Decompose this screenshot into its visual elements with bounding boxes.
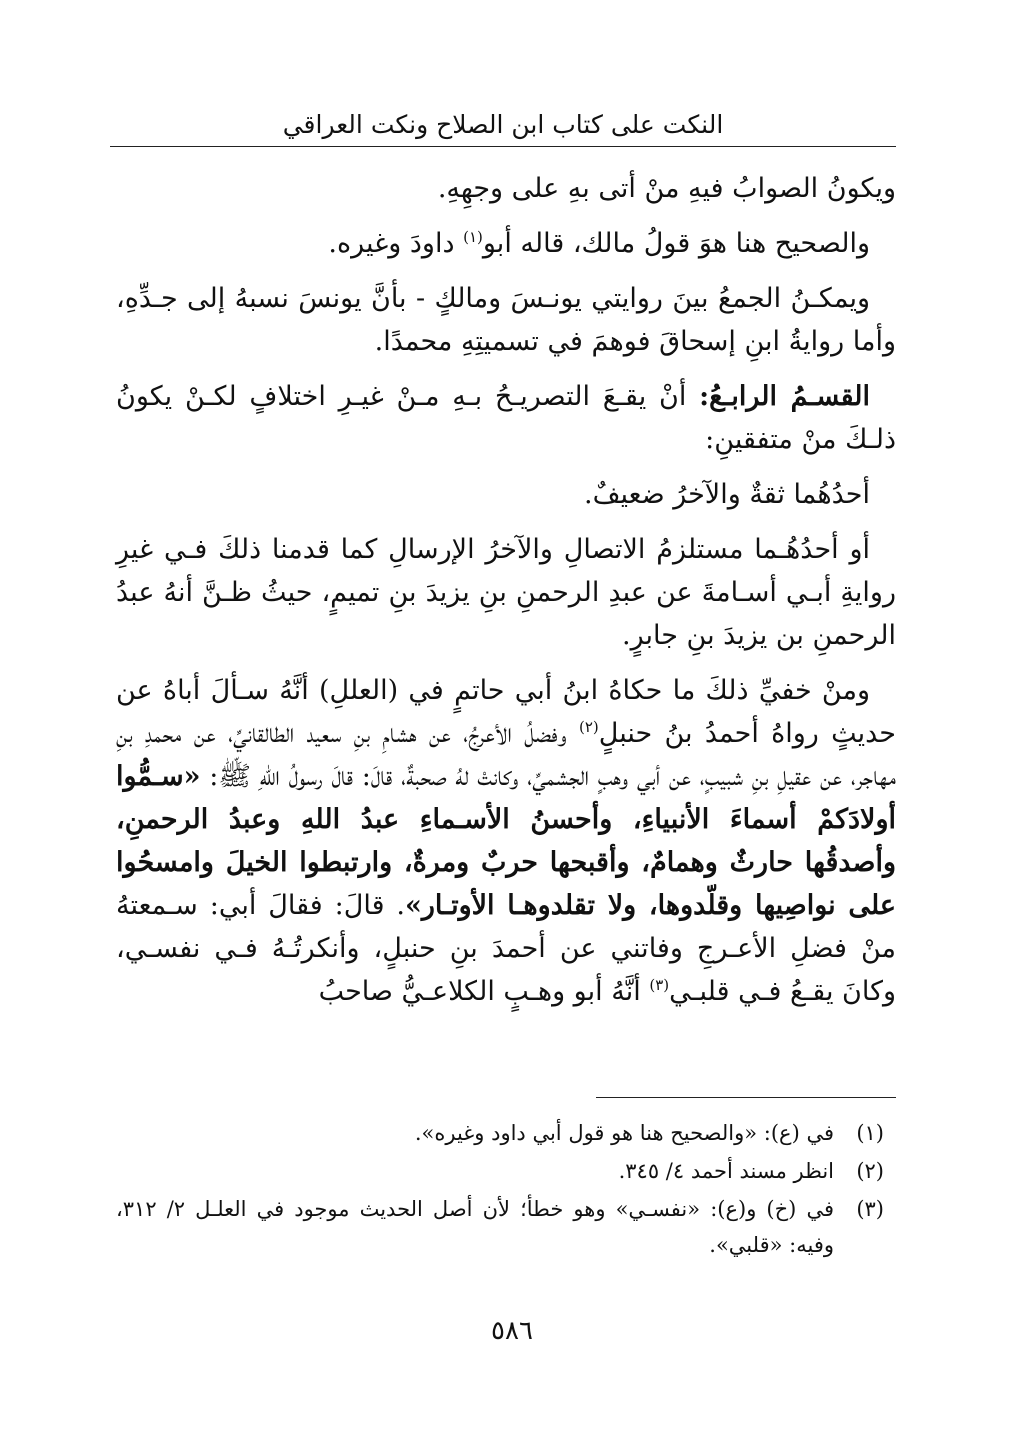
paragraph-2 xyxy=(116,222,896,265)
footnote-number: (١) xyxy=(856,1121,884,1145)
footnotes-section xyxy=(116,1115,896,1265)
section-heading: القسـمُ الرابـعُ: xyxy=(699,381,870,412)
paragraph-3-text: ويمكـنُ الجمعُ بينَ روايتي يونـسَ ومالكٍ - بأنَّ يونسَ نسبهُ إلى جـدِّهِ، وأما روايةُ ابنِ إسحاقَ فوهمَ في تسميتِهِ محمدًا. xyxy=(116,283,896,357)
paragraph-7-text-c: . قالَ: فقالَ أبي: سـمعتهُ منْ فضلِ الأعـرجِ وفاتني عن أحمدَ بنِ حنبلٍ، وأنكرتُـهُ فـي نفسـي، وكانَ يقـعُ فـي قلبـي xyxy=(116,890,896,1007)
footnote-number: (٢) xyxy=(856,1159,884,1183)
paragraph-1-text: ويكونُ الصوابُ فيهِ منْ أتى بهِ على وجهِهِ. xyxy=(437,173,896,204)
paragraph-5-text: أحدُهُما ثقةٌ والآخرُ ضعيفٌ. xyxy=(584,479,870,510)
paragraph-2-text-b: داودَ وغيره. xyxy=(328,228,455,259)
footnote-1 xyxy=(116,1115,896,1151)
footnote-2 xyxy=(116,1153,896,1189)
main-text xyxy=(116,167,896,1025)
footnote-divider xyxy=(596,1097,896,1098)
paragraph-2-text-a: والصحيح هنا هوَ قولُ مالك، قاله أبو xyxy=(482,228,870,259)
paragraph-4-text: أنْ يقـعَ التصريـحُ بـهِ مـنْ غيـرِ اختلافٍ لكـنْ يكونُ ذلـكَ منْ متفقينِ: xyxy=(116,381,896,455)
page-number: ٥٨٦ xyxy=(491,1316,533,1346)
footnote-number: (٣) xyxy=(856,1197,884,1221)
paragraph-7-text-d: أنَّهُ أبو وهـبٍ الكلاعـيُّ صاحبُ xyxy=(318,976,641,1007)
paragraph-7-text-b: وفضلُ الأعرجُ، عن هشامِ بنِ سعيد الطالقانيِّ، عن محمدِ بنِ مهاجر، عن عقيلِ بنِ شبيبٍ، عن أبي وهبٍ الجشميِّ، وكانتْ لهُ صحبةٌ، قالَ: قالَ رسولُ اللهِ ﷺ: xyxy=(116,718,896,792)
hadith-quote: «سـمُّوا أولادَكمْ أسماءَ الأنبياءِ، وأحسنُ الأسـماءِ عبدُ اللهِ وعبدُ الرحمنِ، وأصدقُها حارثٌ وهمامٌ، وأقبحها حربٌ ومرةٌ، وارتبطوا الخيلَ وامسحُوا على نواصِيها وقلّدوها، ولا تقلدوهـا الأوتـار» xyxy=(116,761,896,921)
footnote-text: انظر مسند أحمد ٤/ ٣٤٥. xyxy=(618,1159,834,1183)
header-divider xyxy=(110,146,896,147)
paragraph-7-text-a: ومنْ خفيِّ ذلكَ ما حكاهُ ابنُ أبي حاتمٍ في (العللِ) أنَّهُ سـألَ أباهُ عن حديثٍ رواهُ أحمدُ بنُ حنبلٍ xyxy=(116,675,896,749)
paragraph-6 xyxy=(116,528,896,657)
paragraph-1 xyxy=(116,167,896,210)
footnote-ref-3[interactable]: (٣) xyxy=(649,976,670,994)
paragraph-7 xyxy=(116,669,896,1013)
footnote-text: في (ع): «والصحيح هنا هو قول أبي داود وغيره». xyxy=(414,1121,834,1145)
running-header-title: النكت على كتاب ابن الصلاح ونكت العراقي xyxy=(282,110,724,139)
footnote-ref-2[interactable]: (٢) xyxy=(579,718,599,736)
paragraph-4 xyxy=(116,375,896,461)
paragraph-5 xyxy=(116,473,896,516)
paragraph-3 xyxy=(116,277,896,363)
footnote-text: في (خ) و(ع): «نفسـي» وهو خطأ؛ لأن أصل الحديث موجود في العلـل ٢/ ٣١٢، وفيه: «قلبي». xyxy=(116,1197,834,1257)
paragraph-6-text: أو أحدُهُـما مستلزمُ الاتصالِ والآخرُ الإرسالِ كما قدمنا ذلكَ فـي غيرِ روايةِ أبـي أسـامةَ عن عبدِ الرحمنِ بنِ يزيدَ بنِ تميمٍ، حيثُ ظـنَّ أنهُ عبدُ الرحمنِ بن يزيدَ بنِ جابرٍ. xyxy=(116,534,896,651)
footnote-3 xyxy=(116,1191,896,1263)
footnote-ref-1[interactable]: (١) xyxy=(463,228,483,246)
